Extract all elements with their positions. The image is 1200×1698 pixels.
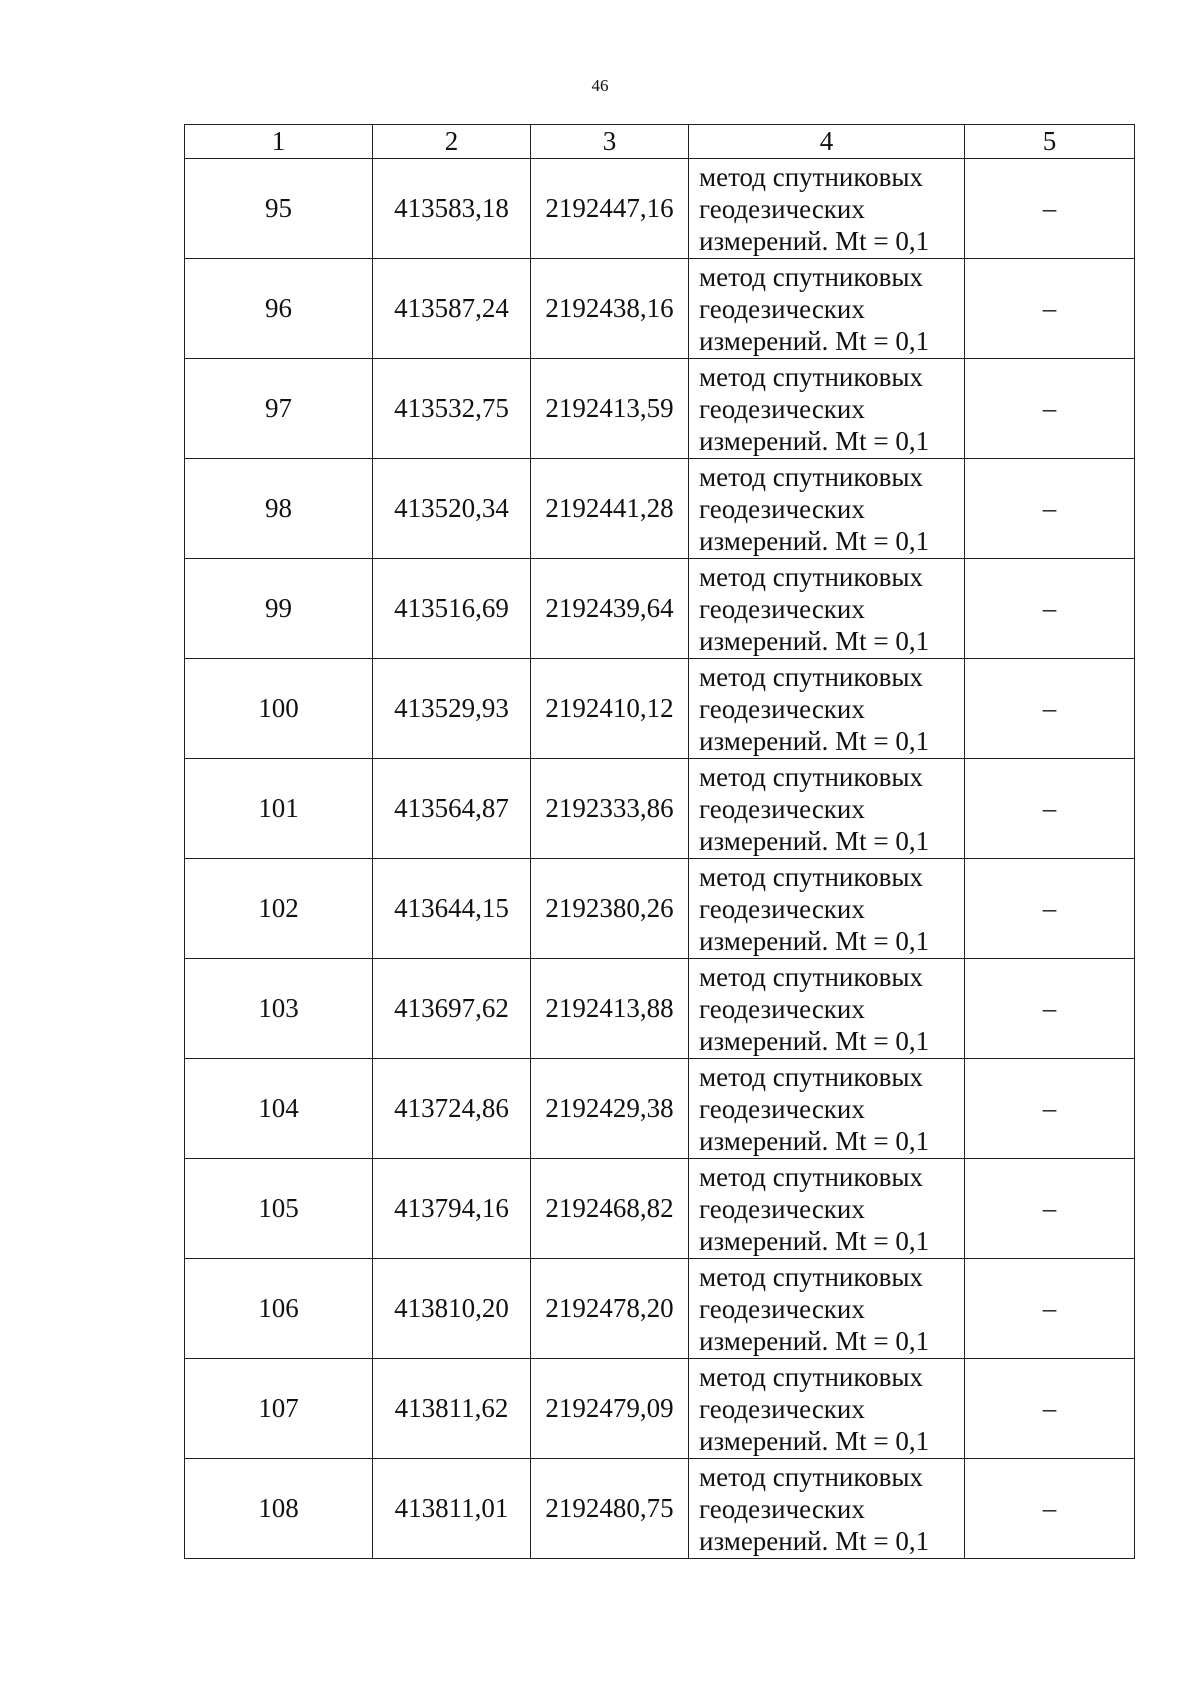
header-col-5: 5 [965,125,1135,159]
method-line: метод спутниковых [699,661,923,692]
description-cell: – [965,859,1135,959]
header-col-2: 2 [373,125,531,159]
description-cell: – [965,1059,1135,1159]
description-cell: – [965,959,1135,1059]
header-col-1: 1 [185,125,373,159]
x-coordinate-cell: 413564,87 [373,759,531,859]
method-line: геодезических [699,1293,865,1324]
table-row [185,259,1135,359]
table-row [185,559,1135,659]
method-line: измерений. Mt = 0,1 [699,825,930,856]
y-coordinate-cell: 2192410,12 [531,659,689,759]
table-row [185,1359,1135,1459]
page-number: 46 [591,76,609,95]
point-number-cell: 96 [185,259,373,359]
point-number-cell: 106 [185,1259,373,1359]
method-line: измерений. Mt = 0,1 [699,225,930,256]
description-cell: – [965,1159,1135,1259]
x-coordinate-cell: 413529,93 [373,659,531,759]
point-number-cell: 97 [185,359,373,459]
point-number-cell: 107 [185,1359,373,1459]
method-line: геодезических [699,793,865,824]
method-line: метод спутниковых [699,461,923,492]
method-line: геодезических [699,393,865,424]
coordinates-table [184,124,1135,1559]
point-number-cell: 98 [185,459,373,559]
x-coordinate-cell: 413811,62 [373,1359,531,1459]
method-line: геодезических [699,893,865,924]
x-coordinate-cell: 413794,16 [373,1159,531,1259]
header-col-4: 4 [689,125,965,159]
description-cell: – [965,359,1135,459]
description-cell: – [965,1359,1135,1459]
method-line: измерений. Mt = 0,1 [699,925,930,956]
description-cell: – [965,759,1135,859]
x-coordinate-cell: 413516,69 [373,559,531,659]
description-cell: – [965,559,1135,659]
method-line: измерений. Mt = 0,1 [699,525,930,556]
method-line: геодезических [699,693,865,724]
method-cell [689,559,965,659]
method-cell [689,359,965,459]
method-line: метод спутниковых [699,361,923,392]
method-line: метод спутниковых [699,1361,923,1392]
method-line: измерений. Mt = 0,1 [699,1125,930,1156]
description-cell: – [965,459,1135,559]
point-number-cell: 108 [185,1459,373,1559]
method-line: геодезических [699,1193,865,1224]
method-line: измерений. Mt = 0,1 [699,1425,930,1456]
point-number-cell: 104 [185,1059,373,1159]
x-coordinate-cell: 413532,75 [373,359,531,459]
method-line: геодезических [699,293,865,324]
table-row [185,1459,1135,1559]
method-cell [689,1059,965,1159]
y-coordinate-cell: 2192441,28 [531,459,689,559]
method-line: метод спутниковых [699,1161,923,1192]
method-cell [689,1159,965,1259]
method-line: метод спутниковых [699,161,923,192]
x-coordinate-cell: 413811,01 [373,1459,531,1559]
method-line: измерений. Mt = 0,1 [699,1325,930,1356]
method-line: измерений. Mt = 0,1 [699,1225,930,1256]
table-body [185,159,1135,1559]
description-cell: – [965,259,1135,359]
x-coordinate-cell: 413587,24 [373,259,531,359]
y-coordinate-cell: 2192413,59 [531,359,689,459]
method-line: метод спутниковых [699,261,923,292]
header-row [185,125,1135,159]
method-line: геодезических [699,993,865,1024]
method-line: измерений. Mt = 0,1 [699,425,930,456]
method-cell [689,859,965,959]
method-line: измерений. Mt = 0,1 [699,1525,930,1556]
description-cell: – [965,159,1135,259]
y-coordinate-cell: 2192468,82 [531,1159,689,1259]
method-cell [689,659,965,759]
point-number-cell: 101 [185,759,373,859]
method-line: измерений. Mt = 0,1 [699,625,930,656]
table-row [185,1259,1135,1359]
method-line: метод спутниковых [699,1261,923,1292]
y-coordinate-cell: 2192438,16 [531,259,689,359]
header-col-3: 3 [531,125,689,159]
method-line: геодезических [699,493,865,524]
method-line: измерений. Mt = 0,1 [699,725,930,756]
x-coordinate-cell: 413644,15 [373,859,531,959]
x-coordinate-cell: 413724,86 [373,1059,531,1159]
method-cell [689,459,965,559]
point-number-cell: 105 [185,1159,373,1259]
x-coordinate-cell: 413697,62 [373,959,531,1059]
table-row [185,159,1135,259]
y-coordinate-cell: 2192479,09 [531,1359,689,1459]
table-row [185,459,1135,559]
method-line: метод спутниковых [699,861,923,892]
x-coordinate-cell: 413520,34 [373,459,531,559]
table-row [185,659,1135,759]
point-number-cell: 99 [185,559,373,659]
table-header [185,125,1135,159]
y-coordinate-cell: 2192380,26 [531,859,689,959]
y-coordinate-cell: 2192439,64 [531,559,689,659]
method-cell [689,1459,965,1559]
method-cell [689,959,965,1059]
table-row [185,1059,1135,1159]
y-coordinate-cell: 2192480,75 [531,1459,689,1559]
method-cell [689,759,965,859]
method-line: метод спутниковых [699,761,923,792]
table-row [185,359,1135,459]
method-line: измерений. Mt = 0,1 [699,1025,930,1056]
method-line: геодезических [699,1093,865,1124]
point-number-cell: 95 [185,159,373,259]
y-coordinate-cell: 2192333,86 [531,759,689,859]
method-line: метод спутниковых [699,561,923,592]
table-row [185,859,1135,959]
y-coordinate-cell: 2192413,88 [531,959,689,1059]
table-row [185,1159,1135,1259]
table-row [185,759,1135,859]
y-coordinate-cell: 2192478,20 [531,1259,689,1359]
description-cell: – [965,1259,1135,1359]
x-coordinate-cell: 413810,20 [373,1259,531,1359]
method-line: метод спутниковых [699,961,923,992]
method-line: геодезических [699,1393,865,1424]
x-coordinate-cell: 413583,18 [373,159,531,259]
method-line: геодезических [699,193,865,224]
method-line: измерений. Mt = 0,1 [699,325,930,356]
point-number-cell: 100 [185,659,373,759]
method-cell [689,159,965,259]
y-coordinate-cell: 2192429,38 [531,1059,689,1159]
y-coordinate-cell: 2192447,16 [531,159,689,259]
point-number-cell: 102 [185,859,373,959]
method-cell [689,259,965,359]
description-cell: – [965,1459,1135,1559]
method-cell [689,1359,965,1459]
method-line: геодезических [699,593,865,624]
method-line: метод спутниковых [699,1061,923,1092]
table-row [185,959,1135,1059]
method-line: геодезических [699,1493,865,1524]
method-line: метод спутниковых [699,1461,923,1492]
point-number-cell: 103 [185,959,373,1059]
description-cell: – [965,659,1135,759]
method-cell [689,1259,965,1359]
